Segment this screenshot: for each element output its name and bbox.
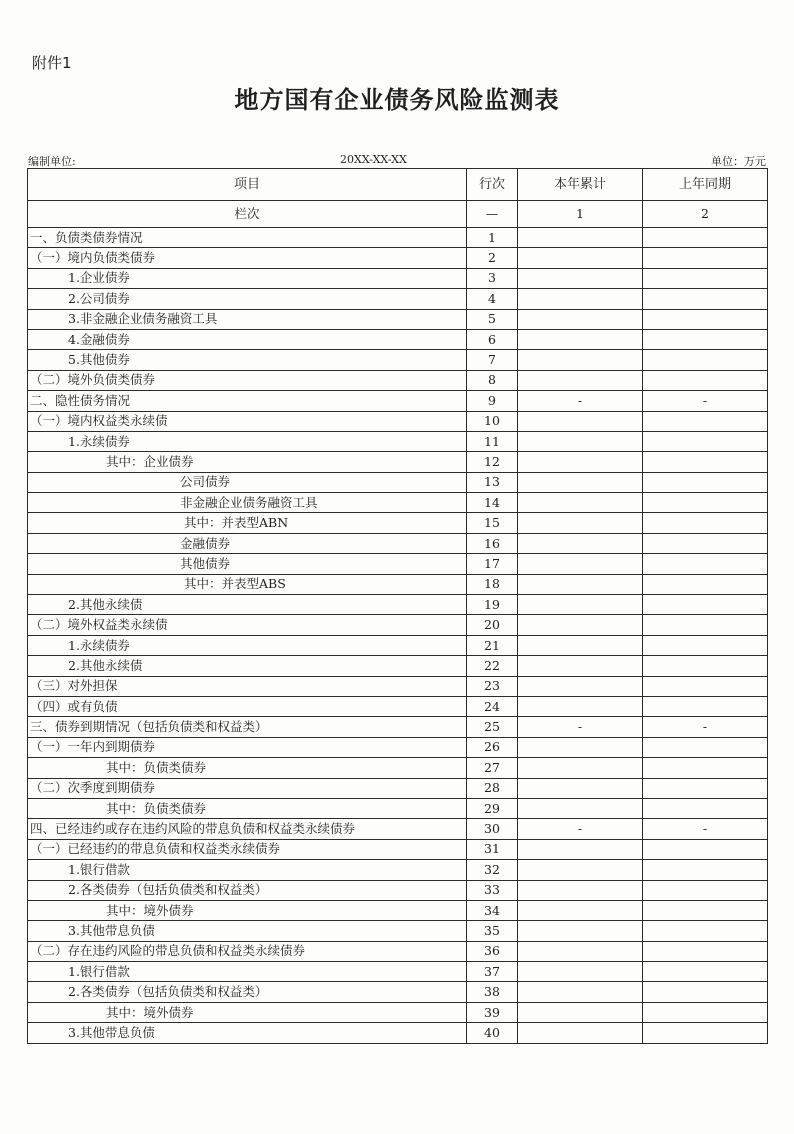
row-current-value[interactable] [518, 798, 643, 818]
table-row [28, 941, 768, 961]
colnum-previous: 2 [643, 201, 768, 228]
row-current-value[interactable] [518, 452, 643, 472]
row-current-value[interactable] [518, 493, 643, 513]
row-item-label: 2.各类债券（包括负债类和权益类） [28, 982, 467, 1002]
row-line-number: 20 [467, 615, 518, 635]
attachment-label: 附件1 [32, 54, 72, 72]
table-row [28, 1002, 768, 1022]
row-line-number: 6 [467, 329, 518, 349]
row-line-number: 22 [467, 656, 518, 676]
row-line-number: 2 [467, 248, 518, 268]
row-previous-value[interactable] [643, 228, 768, 248]
row-line-number: 36 [467, 941, 518, 961]
row-item-label: 3.其他带息负债 [28, 921, 467, 941]
row-item-label: 其中：境外债券 [28, 1002, 467, 1022]
row-current-value[interactable] [518, 635, 643, 655]
row-current-value[interactable] [518, 921, 643, 941]
row-previous-value[interactable] [643, 248, 768, 268]
row-line-number: 30 [467, 819, 518, 839]
row-previous-value[interactable] [643, 370, 768, 390]
row-item-label: 其中：境外债券 [28, 900, 467, 920]
row-item-label: （二）境外负债类债券 [28, 370, 467, 390]
table-row [28, 595, 768, 615]
row-item-label: 其他债券 [28, 554, 467, 574]
row-previous-value[interactable] [643, 431, 768, 451]
row-item-label: 一、负债类债券情况 [28, 228, 467, 248]
table-row [28, 717, 768, 737]
row-previous-value[interactable] [643, 289, 768, 309]
row-previous-value[interactable] [643, 962, 768, 982]
row-previous-value[interactable] [643, 554, 768, 574]
table-row [28, 900, 768, 920]
row-item-label: 4.金融债券 [28, 329, 467, 349]
row-previous-value[interactable] [643, 696, 768, 716]
row-current-value[interactable]: - [518, 391, 643, 411]
row-item-label: （二）存在违约风险的带息负债和权益类永续债券 [28, 941, 467, 961]
row-current-value[interactable] [518, 248, 643, 268]
table-row [28, 329, 768, 349]
row-item-label: 其中：并表型ABS [28, 574, 467, 594]
colnum-item: 栏次 [28, 201, 467, 228]
org-label: 编制单位: [28, 155, 76, 168]
table-row [28, 798, 768, 818]
row-current-value[interactable] [518, 982, 643, 1002]
row-previous-value[interactable] [643, 860, 768, 880]
row-current-value[interactable] [518, 1023, 643, 1043]
row-current-value[interactable] [518, 533, 643, 553]
row-previous-value[interactable] [643, 798, 768, 818]
row-line-number: 8 [467, 370, 518, 390]
row-line-number: 38 [467, 982, 518, 1002]
table-row [28, 452, 768, 472]
row-previous-value[interactable] [643, 982, 768, 1002]
row-current-value[interactable] [518, 472, 643, 492]
table-row [28, 615, 768, 635]
row-line-number: 5 [467, 309, 518, 329]
row-item-label: 其中：负债类债券 [28, 758, 467, 778]
table-row [28, 1023, 768, 1043]
row-line-number: 32 [467, 860, 518, 880]
row-current-value[interactable]: - [518, 717, 643, 737]
table-row [28, 248, 768, 268]
row-item-label: 1.银行借款 [28, 860, 467, 880]
row-line-number: 12 [467, 452, 518, 472]
row-current-value[interactable] [518, 860, 643, 880]
table-row [28, 268, 768, 288]
row-line-number: 21 [467, 635, 518, 655]
row-item-label: （一）境内负债类债券 [28, 248, 467, 268]
row-item-label: （三）对外担保 [28, 676, 467, 696]
row-current-value[interactable] [518, 554, 643, 574]
row-previous-value[interactable] [643, 411, 768, 431]
row-line-number: 24 [467, 696, 518, 716]
row-line-number: 27 [467, 758, 518, 778]
row-item-label: 二、隐性债务情况 [28, 391, 467, 411]
table-row [28, 880, 768, 900]
row-previous-value[interactable] [643, 472, 768, 492]
table-row [28, 982, 768, 1002]
row-item-label: 四、已经违约或存在违约风险的带息负债和权益类永续债券 [28, 819, 467, 839]
row-line-number: 18 [467, 574, 518, 594]
row-line-number: 40 [467, 1023, 518, 1043]
row-previous-value[interactable] [643, 1023, 768, 1043]
row-current-value[interactable] [518, 758, 643, 778]
row-current-value[interactable] [518, 370, 643, 390]
table-row [28, 962, 768, 982]
column-number-row [28, 201, 768, 228]
row-previous-value[interactable] [643, 309, 768, 329]
row-line-number: 33 [467, 880, 518, 900]
table-row [28, 819, 768, 839]
row-current-value[interactable] [518, 839, 643, 859]
table-row [28, 758, 768, 778]
row-line-number: 31 [467, 839, 518, 859]
row-previous-value[interactable] [643, 493, 768, 513]
row-current-value[interactable] [518, 228, 643, 248]
row-previous-value[interactable]: - [643, 819, 768, 839]
row-line-number: 15 [467, 513, 518, 533]
row-item-label: （四）或有负债 [28, 696, 467, 716]
row-previous-value[interactable] [643, 452, 768, 472]
table-row [28, 472, 768, 492]
table-row [28, 350, 768, 370]
header-line: 行次 [467, 169, 518, 201]
row-previous-value[interactable] [643, 268, 768, 288]
header-item: 项目 [28, 169, 467, 201]
table-row [28, 656, 768, 676]
row-current-value[interactable] [518, 411, 643, 431]
table-row [28, 370, 768, 390]
row-line-number: 25 [467, 717, 518, 737]
table-row [28, 431, 768, 451]
row-item-label: 2.公司债券 [28, 289, 467, 309]
row-line-number: 11 [467, 431, 518, 451]
row-current-value[interactable] [518, 329, 643, 349]
row-item-label: （二）境外权益类永续债 [28, 615, 467, 635]
row-current-value[interactable]: - [518, 819, 643, 839]
row-previous-value[interactable] [643, 513, 768, 533]
row-previous-value[interactable] [643, 758, 768, 778]
row-line-number: 26 [467, 737, 518, 757]
row-current-value[interactable] [518, 900, 643, 920]
row-previous-value[interactable] [643, 676, 768, 696]
row-line-number: 9 [467, 391, 518, 411]
row-item-label: 其中：企业债券 [28, 452, 467, 472]
row-previous-value[interactable]: - [643, 391, 768, 411]
table-row [28, 554, 768, 574]
row-current-value[interactable] [518, 962, 643, 982]
row-item-label: 其中：并表型ABN [28, 513, 467, 533]
row-previous-value[interactable] [643, 350, 768, 370]
table-row [28, 676, 768, 696]
row-current-value[interactable] [518, 941, 643, 961]
row-current-value[interactable] [518, 289, 643, 309]
unit-label: 单位：万元 [711, 155, 766, 168]
row-item-label: （二）次季度到期债券 [28, 778, 467, 798]
table-row [28, 737, 768, 757]
debt-risk-table [27, 168, 768, 1044]
row-current-value[interactable] [518, 656, 643, 676]
row-current-value[interactable] [518, 737, 643, 757]
row-line-number: 17 [467, 554, 518, 574]
row-previous-value[interactable] [643, 615, 768, 635]
row-previous-value[interactable] [643, 574, 768, 594]
row-current-value[interactable] [518, 778, 643, 798]
row-current-value[interactable] [518, 350, 643, 370]
table-row [28, 309, 768, 329]
row-item-label: （一）境内权益类永续债 [28, 411, 467, 431]
row-line-number: 37 [467, 962, 518, 982]
row-item-label: 其中：负债类债券 [28, 798, 467, 818]
row-item-label: 公司债券 [28, 472, 467, 492]
row-line-number: 14 [467, 493, 518, 513]
row-item-label: 3.非金融企业债务融资工具 [28, 309, 467, 329]
row-item-label: 1.永续债券 [28, 635, 467, 655]
report-date: 20XX-XX-XX [340, 153, 407, 166]
table-row [28, 696, 768, 716]
row-current-value[interactable] [518, 268, 643, 288]
table-row [28, 778, 768, 798]
row-item-label: 1.银行借款 [28, 962, 467, 982]
row-current-value[interactable] [518, 615, 643, 635]
row-line-number: 13 [467, 472, 518, 492]
row-previous-value[interactable] [643, 880, 768, 900]
table-row [28, 635, 768, 655]
row-previous-value[interactable]: - [643, 717, 768, 737]
row-current-value[interactable] [518, 513, 643, 533]
table-row [28, 493, 768, 513]
row-current-value[interactable] [518, 309, 643, 329]
table-row [28, 574, 768, 594]
row-item-label: 2.其他永续债 [28, 656, 467, 676]
header-row [28, 169, 768, 201]
table-row [28, 513, 768, 533]
header-previous: 上年同期 [643, 169, 768, 201]
header-current: 本年累计 [518, 169, 643, 201]
row-line-number: 10 [467, 411, 518, 431]
row-previous-value[interactable] [643, 656, 768, 676]
row-item-label: 金融债券 [28, 533, 467, 553]
row-current-value[interactable] [518, 696, 643, 716]
row-item-label: （一）已经违约的带息负债和权益类永续债券 [28, 839, 467, 859]
table-row [28, 411, 768, 431]
row-line-number: 35 [467, 921, 518, 941]
row-item-label: 3.其他带息负债 [28, 1023, 467, 1043]
row-previous-value[interactable] [643, 900, 768, 920]
table-row [28, 860, 768, 880]
document-title: 地方国有企业债务风险监测表 [234, 86, 560, 114]
row-item-label: 2.其他永续债 [28, 595, 467, 615]
row-current-value[interactable] [518, 595, 643, 615]
table-row [28, 533, 768, 553]
table-row [28, 839, 768, 859]
row-current-value[interactable] [518, 676, 643, 696]
table-row [28, 391, 768, 411]
table-row [28, 921, 768, 941]
row-previous-value[interactable] [643, 839, 768, 859]
row-line-number: 34 [467, 900, 518, 920]
row-item-label: 非金融企业债务融资工具 [28, 493, 467, 513]
row-previous-value[interactable] [643, 1002, 768, 1022]
row-line-number: 4 [467, 289, 518, 309]
row-previous-value[interactable] [643, 737, 768, 757]
row-line-number: 1 [467, 228, 518, 248]
row-line-number: 29 [467, 798, 518, 818]
row-previous-value[interactable] [643, 329, 768, 349]
row-item-label: （一）一年内到期债券 [28, 737, 467, 757]
colnum-current: 1 [518, 201, 643, 228]
row-line-number: 23 [467, 676, 518, 696]
row-item-label: 5.其他债券 [28, 350, 467, 370]
row-current-value[interactable] [518, 574, 643, 594]
row-previous-value[interactable] [643, 635, 768, 655]
row-previous-value[interactable] [643, 778, 768, 798]
row-item-label: 三、债券到期情况（包括负债类和权益类） [28, 717, 467, 737]
row-line-number: 19 [467, 595, 518, 615]
row-current-value[interactable] [518, 1002, 643, 1022]
row-line-number: 28 [467, 778, 518, 798]
row-current-value[interactable] [518, 431, 643, 451]
row-line-number: 3 [467, 268, 518, 288]
row-current-value[interactable] [518, 880, 643, 900]
colnum-line: — [467, 201, 518, 228]
row-item-label: 1.企业债券 [28, 268, 467, 288]
row-previous-value[interactable] [643, 921, 768, 941]
row-previous-value[interactable] [643, 941, 768, 961]
table-row [28, 289, 768, 309]
row-line-number: 39 [467, 1002, 518, 1022]
row-previous-value[interactable] [643, 533, 768, 553]
row-line-number: 16 [467, 533, 518, 553]
row-line-number: 7 [467, 350, 518, 370]
row-item-label: 2.各类债券（包括负债类和权益类） [28, 880, 467, 900]
row-item-label: 1.永续债券 [28, 431, 467, 451]
row-previous-value[interactable] [643, 595, 768, 615]
table-row [28, 228, 768, 248]
